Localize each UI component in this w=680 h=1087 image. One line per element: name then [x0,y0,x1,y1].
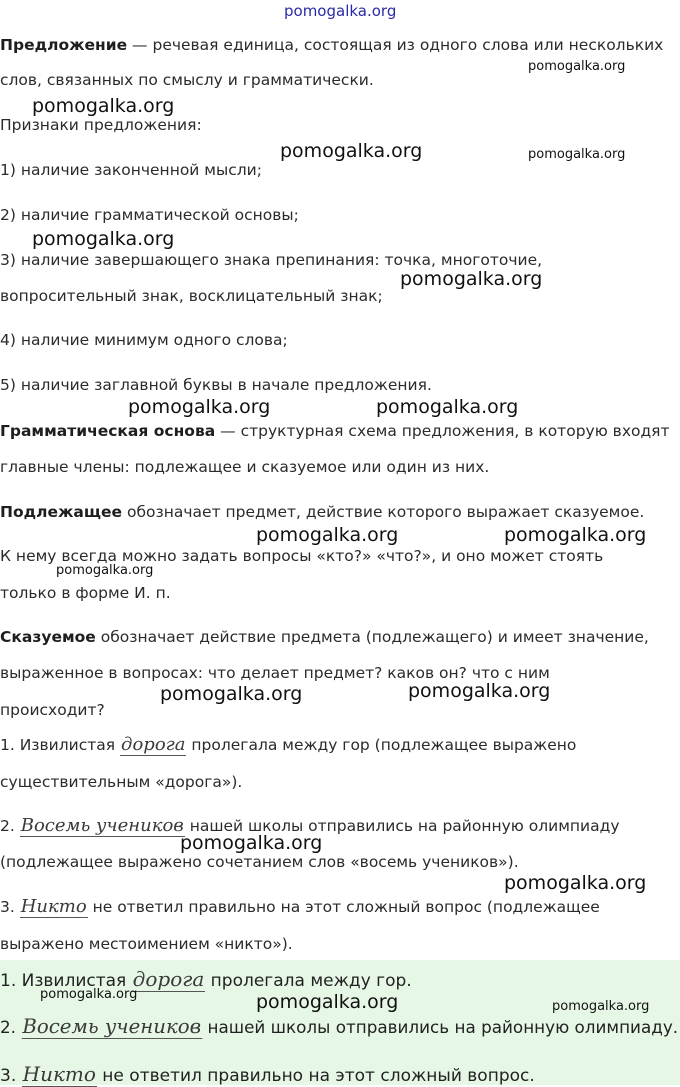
top-watermark: pomogalka.org [284,2,397,20]
example-1-prefix: 1. Извилистая [0,736,121,754]
sign-item-1: 1) наличие законченной мысли; [0,161,262,179]
answer-3-subject: Никто [22,1062,96,1086]
sign-item-5: 5) наличие заглавной буквы в начале предложения. [0,376,432,394]
sign-item-2: 2) наличие грамматической основы; [0,206,299,224]
answer-2-text: нашей школы отправились на районную олимпиаду. [202,1018,679,1038]
sign-item-3: 3) наличие завершающего знака препинания: точка, многоточие, [0,251,543,269]
watermark: pomogalka.org [160,683,303,705]
answer-2-subject: Восемь учеников [22,1014,202,1038]
answer-1-subject: дорога [132,967,205,991]
example-2-subject: Восемь учеников [20,815,184,836]
watermark: pomogalka.org [280,140,423,162]
example-3-line-2: выражено местоимением «никто»). [0,935,293,953]
watermark-small: pomogalka.org [40,987,138,1002]
example-3-line-1 [0,897,600,917]
subject-line-3: только в форме И. п. [0,584,171,602]
watermark: pomogalka.org [504,524,647,546]
predicate-term: Сказуемое [0,628,96,646]
sign-item-3-cont: вопросительный знак, восклицательный знак; [0,287,383,305]
sign-item-4: 4) наличие минимум одного слова; [0,331,288,349]
subject-line-1 [0,502,644,522]
grammar-basis-text: — структурная схема предложения, в которую входят [215,422,670,440]
definition-line-2: слов, связанных по смыслу и грамматически. [0,71,374,89]
watermark: pomogalka.org [408,680,551,702]
watermark: pomogalka.org [128,396,271,418]
watermark: pomogalka.org [400,268,543,290]
watermark: pomogalka.org [180,832,323,854]
grammar-basis-line-2: главные члены: подлежащее и сказуемое или один из них. [0,458,490,476]
watermark: pomogalka.org [256,991,399,1013]
watermark-small: pomogalka.org [56,563,154,578]
example-1-line-1 [0,735,576,755]
predicate-line-2: выраженное в вопросах: что делает предмет? каков он? что с ним [0,664,550,682]
grammar-basis-line-1 [0,421,670,441]
definition-text: — речевая единица, состоящая из одного слова или нескольких [127,36,664,54]
watermark: pomogalka.org [32,228,175,250]
definition-line-1 [0,35,663,55]
predicate-line-1 [0,627,649,647]
watermark: pomogalka.org [504,872,647,894]
subject-text: обозначает предмет, действие которого выражает сказуемое. [122,503,645,521]
watermark: pomogalka.org [376,396,519,418]
grammar-basis-term: Грамматическая основа [0,422,216,440]
example-2-text: нашей школы отправились на районную олимпиаду [184,817,620,835]
definition-term: Предложение [0,36,128,54]
example-1-subject: дорога [121,734,186,755]
predicate-text: обозначает действие предмета (подлежащего) и имеет значение, [95,628,649,646]
answer-line-2 [0,1015,678,1039]
answer-1-prefix: 1. Извилистая [0,971,132,991]
predicate-line-3: происходит? [0,701,105,719]
example-2-line-2: (подлежащее выражено сочетанием слов «восемь учеников»). [0,853,519,871]
signs-heading: Признаки предложения: [0,116,202,134]
example-1-text: пролегала между гор (подлежащее выражено [186,736,577,754]
answer-3-text: не ответил правильно на этот сложный вопрос. [96,1066,535,1086]
subject-term: Подлежащее [0,503,123,521]
watermark: pomogalka.org [256,524,399,546]
watermark-small: pomogalka.org [528,59,626,74]
example-2-prefix: 2. [0,817,20,835]
answer-3-prefix: 3. [0,1066,22,1086]
answer-1-text: пролегала между гор. [205,971,412,991]
example-1-line-2: существительным «дорога»). [0,773,243,791]
example-3-subject: Никто [20,896,87,917]
example-3-text: не ответил правильно на этот сложный вопрос (подлежащее [87,898,600,916]
watermark-small: pomogalka.org [552,999,650,1014]
subject-line-2: К нему всегда можно задать вопросы «кто?» «что?», и оно может стоять [0,547,604,565]
answer-line-3 [0,1063,535,1087]
answer-2-prefix: 2. [0,1018,22,1038]
example-3-prefix: 3. [0,898,20,916]
watermark: pomogalka.org [32,95,175,117]
watermark-small: pomogalka.org [528,147,626,162]
